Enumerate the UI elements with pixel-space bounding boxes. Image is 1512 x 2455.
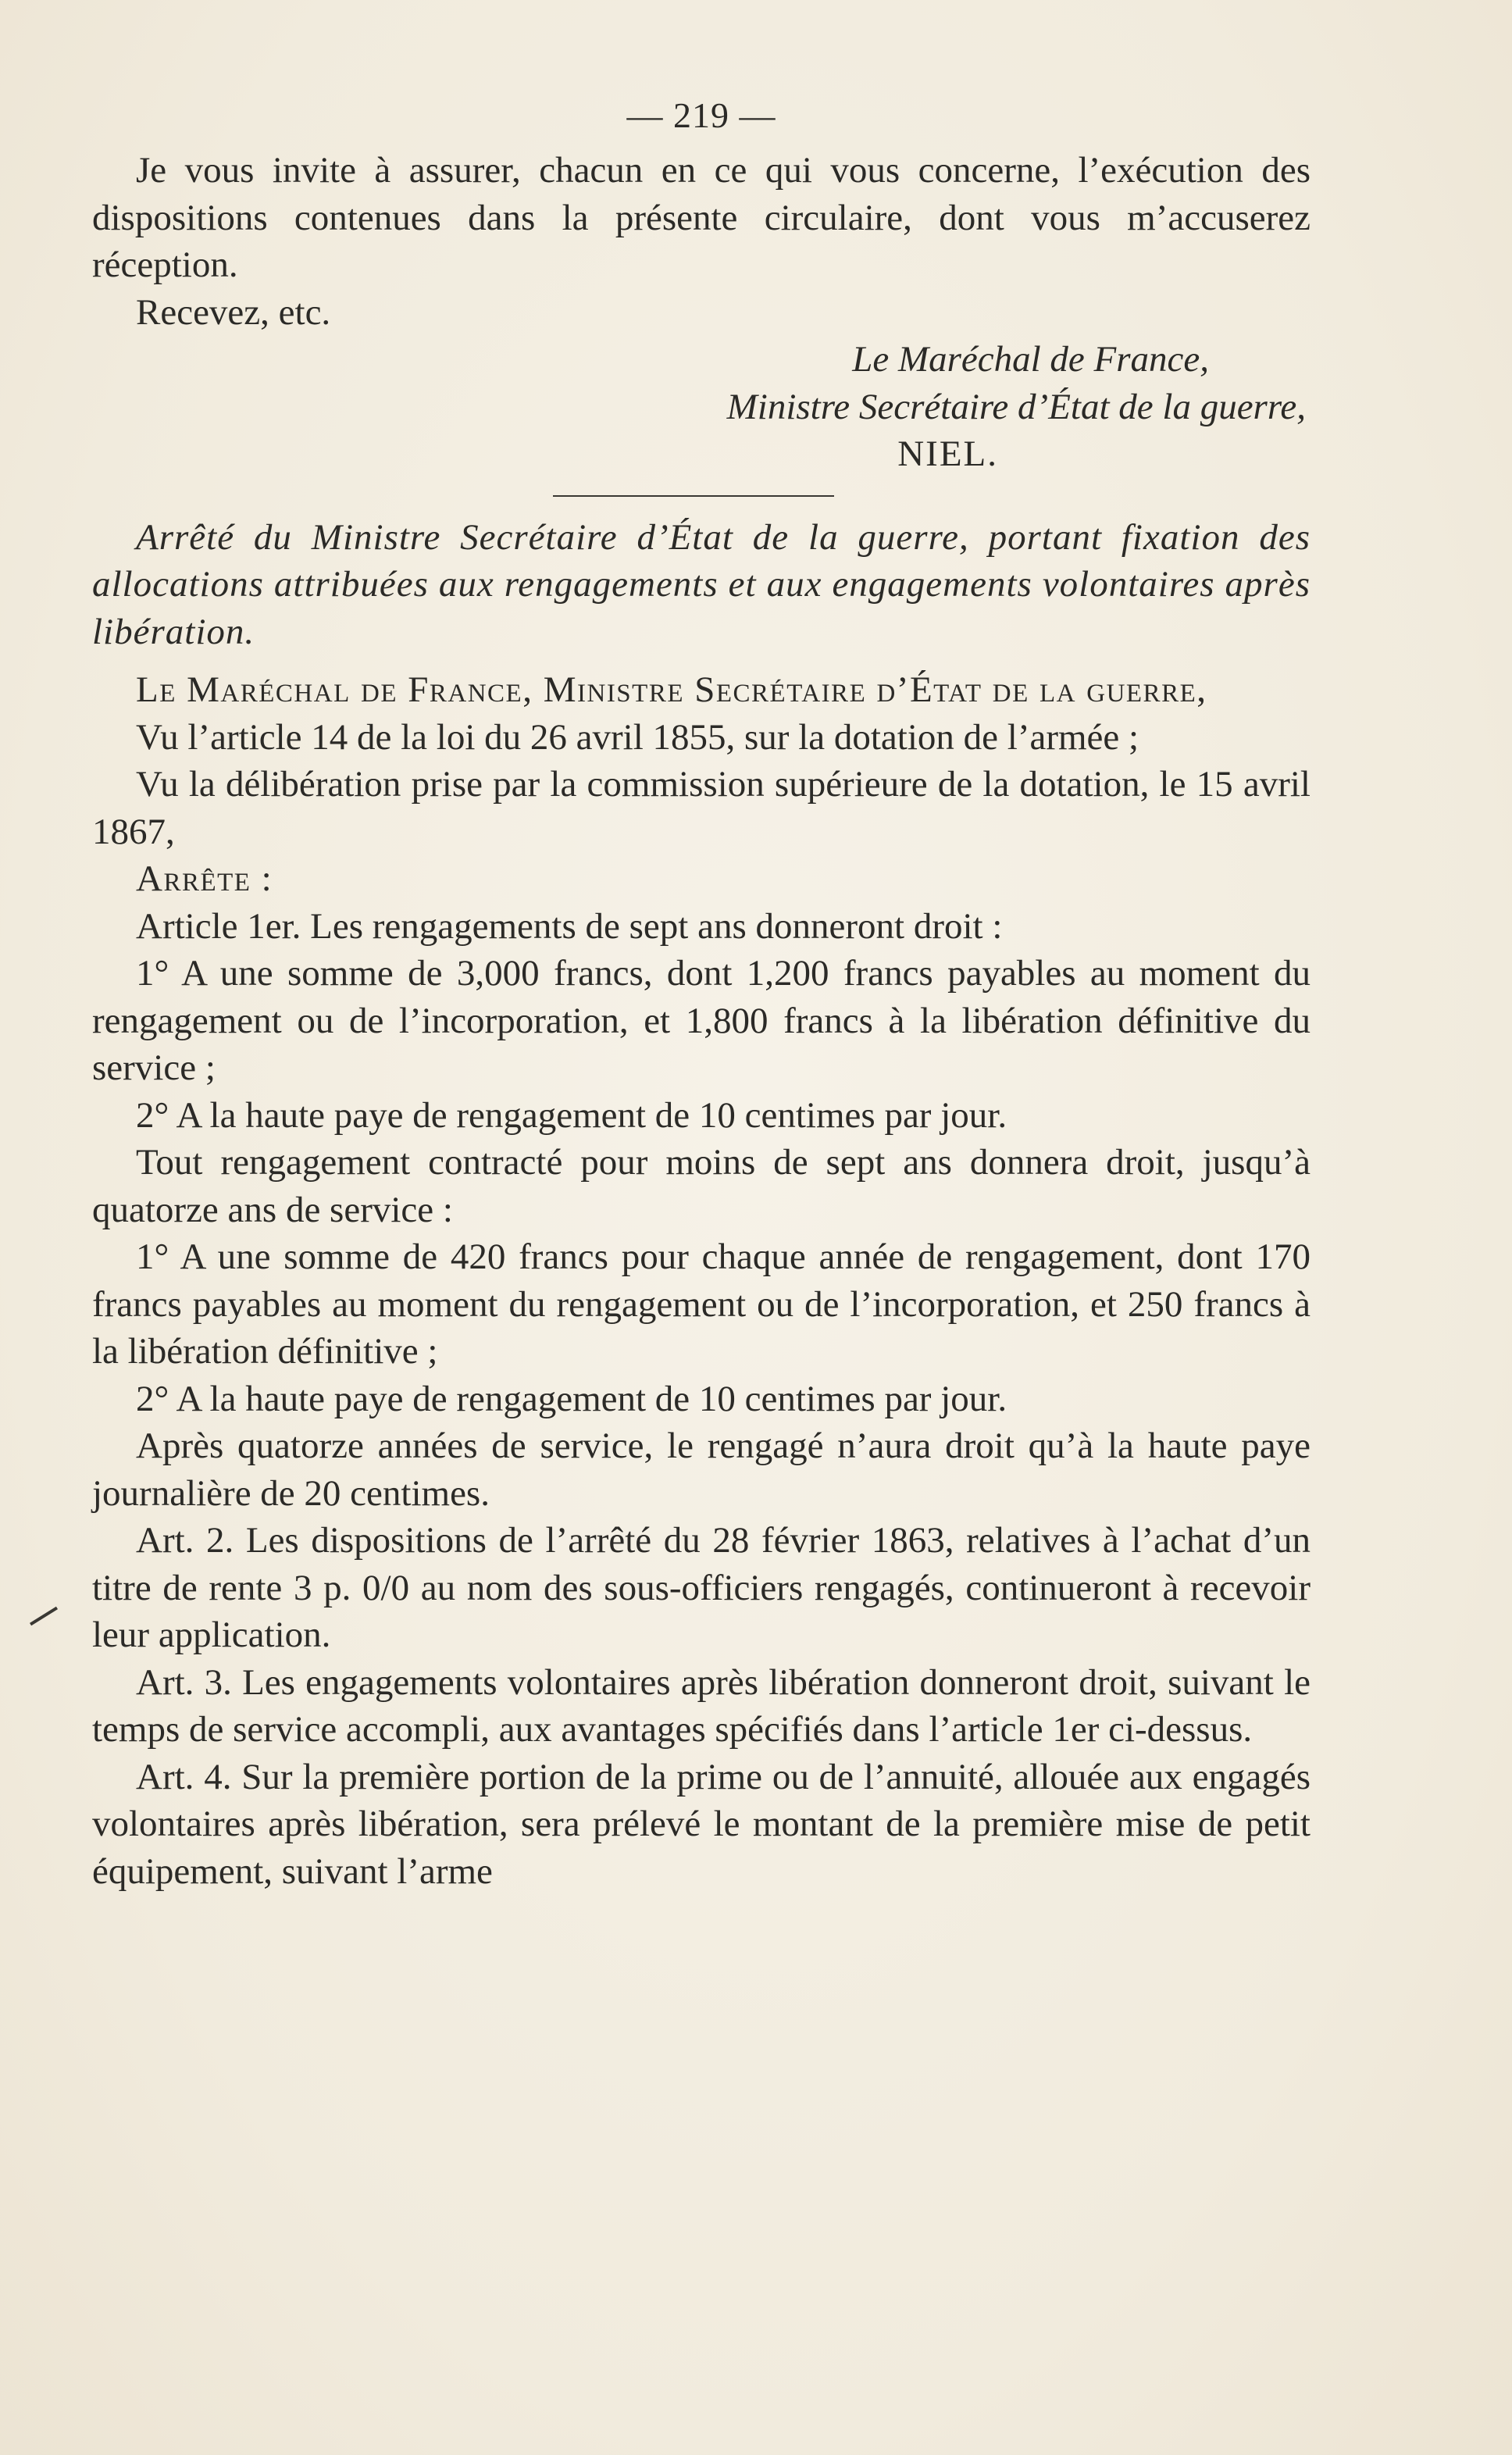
closing-instruction-paragraph: Je vous invite à assurer, chacun en ce qui vous concerne, l’exécution des dispositions contenues dans la présente circulaire, dont vous m’accuserez réception.: [92, 150, 1311, 285]
salutation: Recevez, etc.: [136, 291, 331, 333]
page-number: — 219 —: [626, 95, 776, 135]
pencil-mark: [30, 1607, 58, 1626]
article-4: Art. 4. Sur la première portion de la prime ou de l’annuité, allouée aux engagés volontaires après libération, sera prélevé le montant de la première mise de petit équipement, suivant l’arme: [92, 1756, 1311, 1892]
decree-vu-1: Vu l’article 14 de la loi du 26 avril 1855, sur la dotation de l’armée ;: [136, 716, 1139, 758]
article-1-item-1: 1° A une somme de 3,000 francs, dont 1,200 francs payables au moment du rengagement ou de l’incorporation, et 1,800 francs à la libération définitive du service ;: [92, 953, 1311, 1088]
article-1-item-2: 2° A la haute paye de rengagement de 10 centimes par jour.: [136, 1094, 1007, 1136]
article-3: Art. 3. Les engagements volontaires après libération donneront droit, suivant le temps de service accompli, aux avantages spécifiés dans l’article 1er ci-dessus.: [92, 1661, 1311, 1750]
signature-title: Le Maréchal de France,: [852, 339, 1209, 380]
page-text: [92, 92, 1311, 1895]
article-1: Article 1er. Les rengagements de sept ans donneront droit :: [136, 905, 1003, 947]
article-1-short-item-2: 2° A la haute paye de rengagement de 10 centimes par jour.: [136, 1378, 1007, 1419]
article-1-short-item-1: 1° A une somme de 420 francs pour chaque année de rengagement, dont 170 francs payables au moment du rengagement ou de l’incorporation, et 250 francs à la libération définitive ;: [92, 1236, 1311, 1372]
article-2: Art. 2. Les dispositions de l’arrêté du 28 février 1863, relatives à l’achat d’un titre de rente 3 p. 0/0 au nom des sous-officiers rengagés, continueront à recevoir leur application.: [92, 1520, 1311, 1655]
decree-arrete: Arrête :: [136, 858, 273, 899]
decree-vu-2: Vu la délibération prise par la commission supérieure de la dotation, le 15 avril 1867,: [92, 764, 1311, 852]
signature-name: NIEL.: [897, 434, 998, 474]
decree-title: Arrêté du Ministre Secrétaire d’État de la guerre, portant fixation des allocations attribuées aux rengagements et aux engagements volontaires après libération.: [92, 516, 1311, 652]
section-divider: [553, 495, 834, 497]
decree-authority: Le Maréchal de France, Ministre Secrétaire d’État de la guerre,: [136, 669, 1207, 710]
article-1-after-fourteen-years: Après quatorze années de service, le rengagé n’aura droit qu’à la haute paye journalière de 20 centimes.: [92, 1426, 1311, 1514]
signature-office: Ministre Secrétaire d’État de la guerre,: [726, 386, 1306, 427]
article-1-short-rengagement: Tout rengagement contracté pour moins de sept ans donnera droit, jusqu’à quatorze ans de service :: [92, 1142, 1311, 1230]
